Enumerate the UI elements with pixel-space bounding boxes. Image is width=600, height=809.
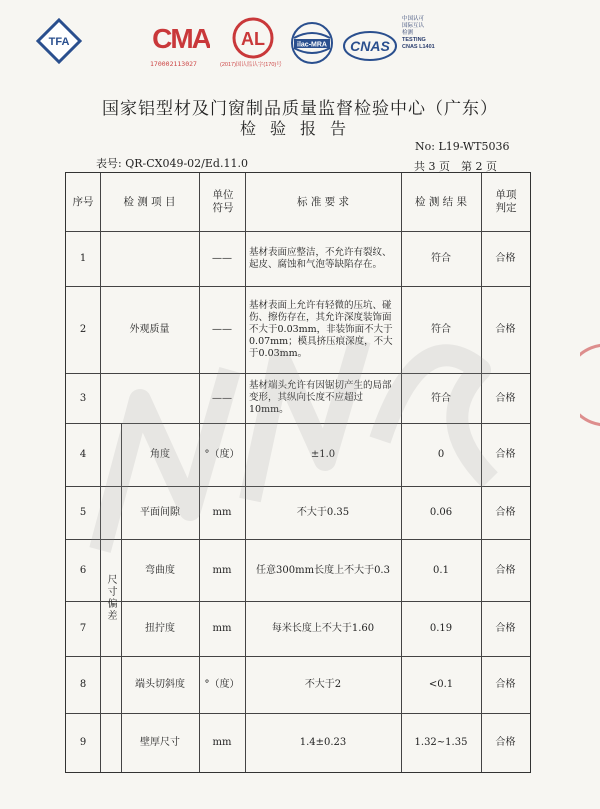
row-no: 1 <box>79 253 87 264</box>
row-unit: —— <box>212 324 232 335</box>
svg-text:CMA: CMA <box>152 23 210 54</box>
svg-text:TFA: TFA <box>48 36 70 48</box>
report-subtitle: 检验报告 <box>239 119 360 138</box>
row-requirement: 1.4±0.23 <box>299 737 347 748</box>
row-result: 0.19 <box>429 623 453 634</box>
cma-code: 170002113027 <box>150 60 197 68</box>
col-header-unit: 单位符号 <box>212 189 234 214</box>
row-verdict: 合格 <box>495 449 516 460</box>
tfa-logo <box>36 18 82 64</box>
row-no: 9 <box>79 737 87 748</box>
row-no: 5 <box>79 507 87 518</box>
cal-logo <box>230 16 276 60</box>
row-result: 1.32~1.35 <box>414 737 468 748</box>
row-verdict: 合格 <box>495 392 516 404</box>
row-result: 0 <box>437 449 445 460</box>
row-requirement: 不大于2 <box>304 679 342 690</box>
row-verdict: 合格 <box>495 564 516 576</box>
row-unit: mm <box>212 507 232 518</box>
row-no: 2 <box>79 324 87 335</box>
row-unit: mm <box>212 737 232 748</box>
row-unit: °（度） <box>204 679 240 690</box>
row-unit: °（度） <box>204 449 240 460</box>
ilac-mra-logo <box>288 20 336 66</box>
row-item: 弯曲度 <box>145 564 175 576</box>
row-unit: —— <box>212 253 232 264</box>
col-header-seq: 序号 <box>72 195 94 208</box>
cnas-side-line: TESTING <box>402 37 426 43</box>
row-item: 壁厚尺寸 <box>140 737 180 748</box>
row-unit: mm <box>212 623 232 634</box>
inspection-table <box>65 172 531 773</box>
row-no: 8 <box>79 679 87 690</box>
row-result: 符合 <box>431 253 451 264</box>
page-info: 共 3 页 第 2 页 <box>414 160 497 173</box>
row-unit: mm <box>212 564 232 576</box>
row-verdict: 合格 <box>495 737 516 748</box>
seal-fragment <box>580 330 600 440</box>
logo-strip <box>0 8 600 68</box>
row-result: <0.1 <box>428 679 454 690</box>
row-unit: —— <box>212 392 232 404</box>
cnas-side-line: 中国认可 <box>402 16 425 22</box>
col-header-result: 检 测 结 果 <box>414 195 467 208</box>
row-no: 4 <box>79 449 87 460</box>
report-number: No: L19-WT5036 <box>415 140 510 153</box>
cnas-side-line: 国际互认 <box>402 23 425 29</box>
row-result: 符合 <box>431 392 451 404</box>
cnas-side-text <box>402 16 452 51</box>
row-verdict: 合格 <box>495 253 516 264</box>
row-no: 3 <box>79 392 87 404</box>
row-verdict: 合格 <box>495 679 516 690</box>
row-verdict: 合格 <box>495 623 516 634</box>
cnas-side-line: CNAS L1401 <box>402 44 435 50</box>
col-header-requirement: 标 准 要 求 <box>296 195 349 208</box>
cal-code: (2017)国认监认字(170)号 <box>220 62 282 68</box>
report-title: 国家铝型材及门窗制品质量监督检验中心（广东） <box>102 99 498 119</box>
row-verdict: 合格 <box>495 324 516 335</box>
row-no: 7 <box>79 623 87 634</box>
group-label-dimension: 尺寸偏差 <box>105 573 116 622</box>
row-requirement: 每米长度上不大于1.60 <box>271 623 375 634</box>
row-result: 0.1 <box>433 564 449 576</box>
row-requirement: 基材表面应整洁，不允许有裂纹、起皮、腐蚀和气泡等缺陷存在。 <box>249 246 392 270</box>
row-requirement: 基材端头允许有因锯切产生的局部变形，其纵向长度不应超过10mm。 <box>249 380 392 415</box>
cnas-logo <box>342 28 398 64</box>
cma-logo <box>152 16 210 60</box>
col-header-item: 检 测 项 目 <box>123 195 176 208</box>
row-item: 平面间隙 <box>140 507 180 518</box>
row-requirement: ±1.0 <box>310 449 336 460</box>
row-requirement: 不大于0.35 <box>296 507 350 518</box>
svg-text:CNAS: CNAS <box>350 38 390 54</box>
row-no: 6 <box>79 564 87 576</box>
row-item: 端头切斜度 <box>135 679 185 690</box>
row-item: 角度 <box>150 449 170 460</box>
col-header-verdict: 单项判定 <box>495 189 517 214</box>
row-item: 扭拧度 <box>145 623 175 634</box>
group-label-appearance: 外观质量 <box>129 324 170 335</box>
row-result: 符合 <box>431 324 451 335</box>
row-requirement: 任意300mm长度上不大于0.3 <box>256 564 390 576</box>
cnas-side-line: 检测 <box>402 30 414 36</box>
row-result: 0.06 <box>429 507 453 518</box>
svg-text:AL: AL <box>241 29 265 49</box>
svg-text:ilac-MRA: ilac-MRA <box>297 41 327 49</box>
row-verdict: 合格 <box>495 507 516 518</box>
row-requirement: 基材表面上允许有轻微的压坑、碰伤、擦伤存在，其允许深度装饰面不大于0.03mm，非装饰面不大于0.07mm；模具挤压痕深度，不大于0.03mm。 <box>249 299 393 359</box>
form-number: 表号: QR-CX049-02/Ed.11.0 <box>96 157 248 170</box>
